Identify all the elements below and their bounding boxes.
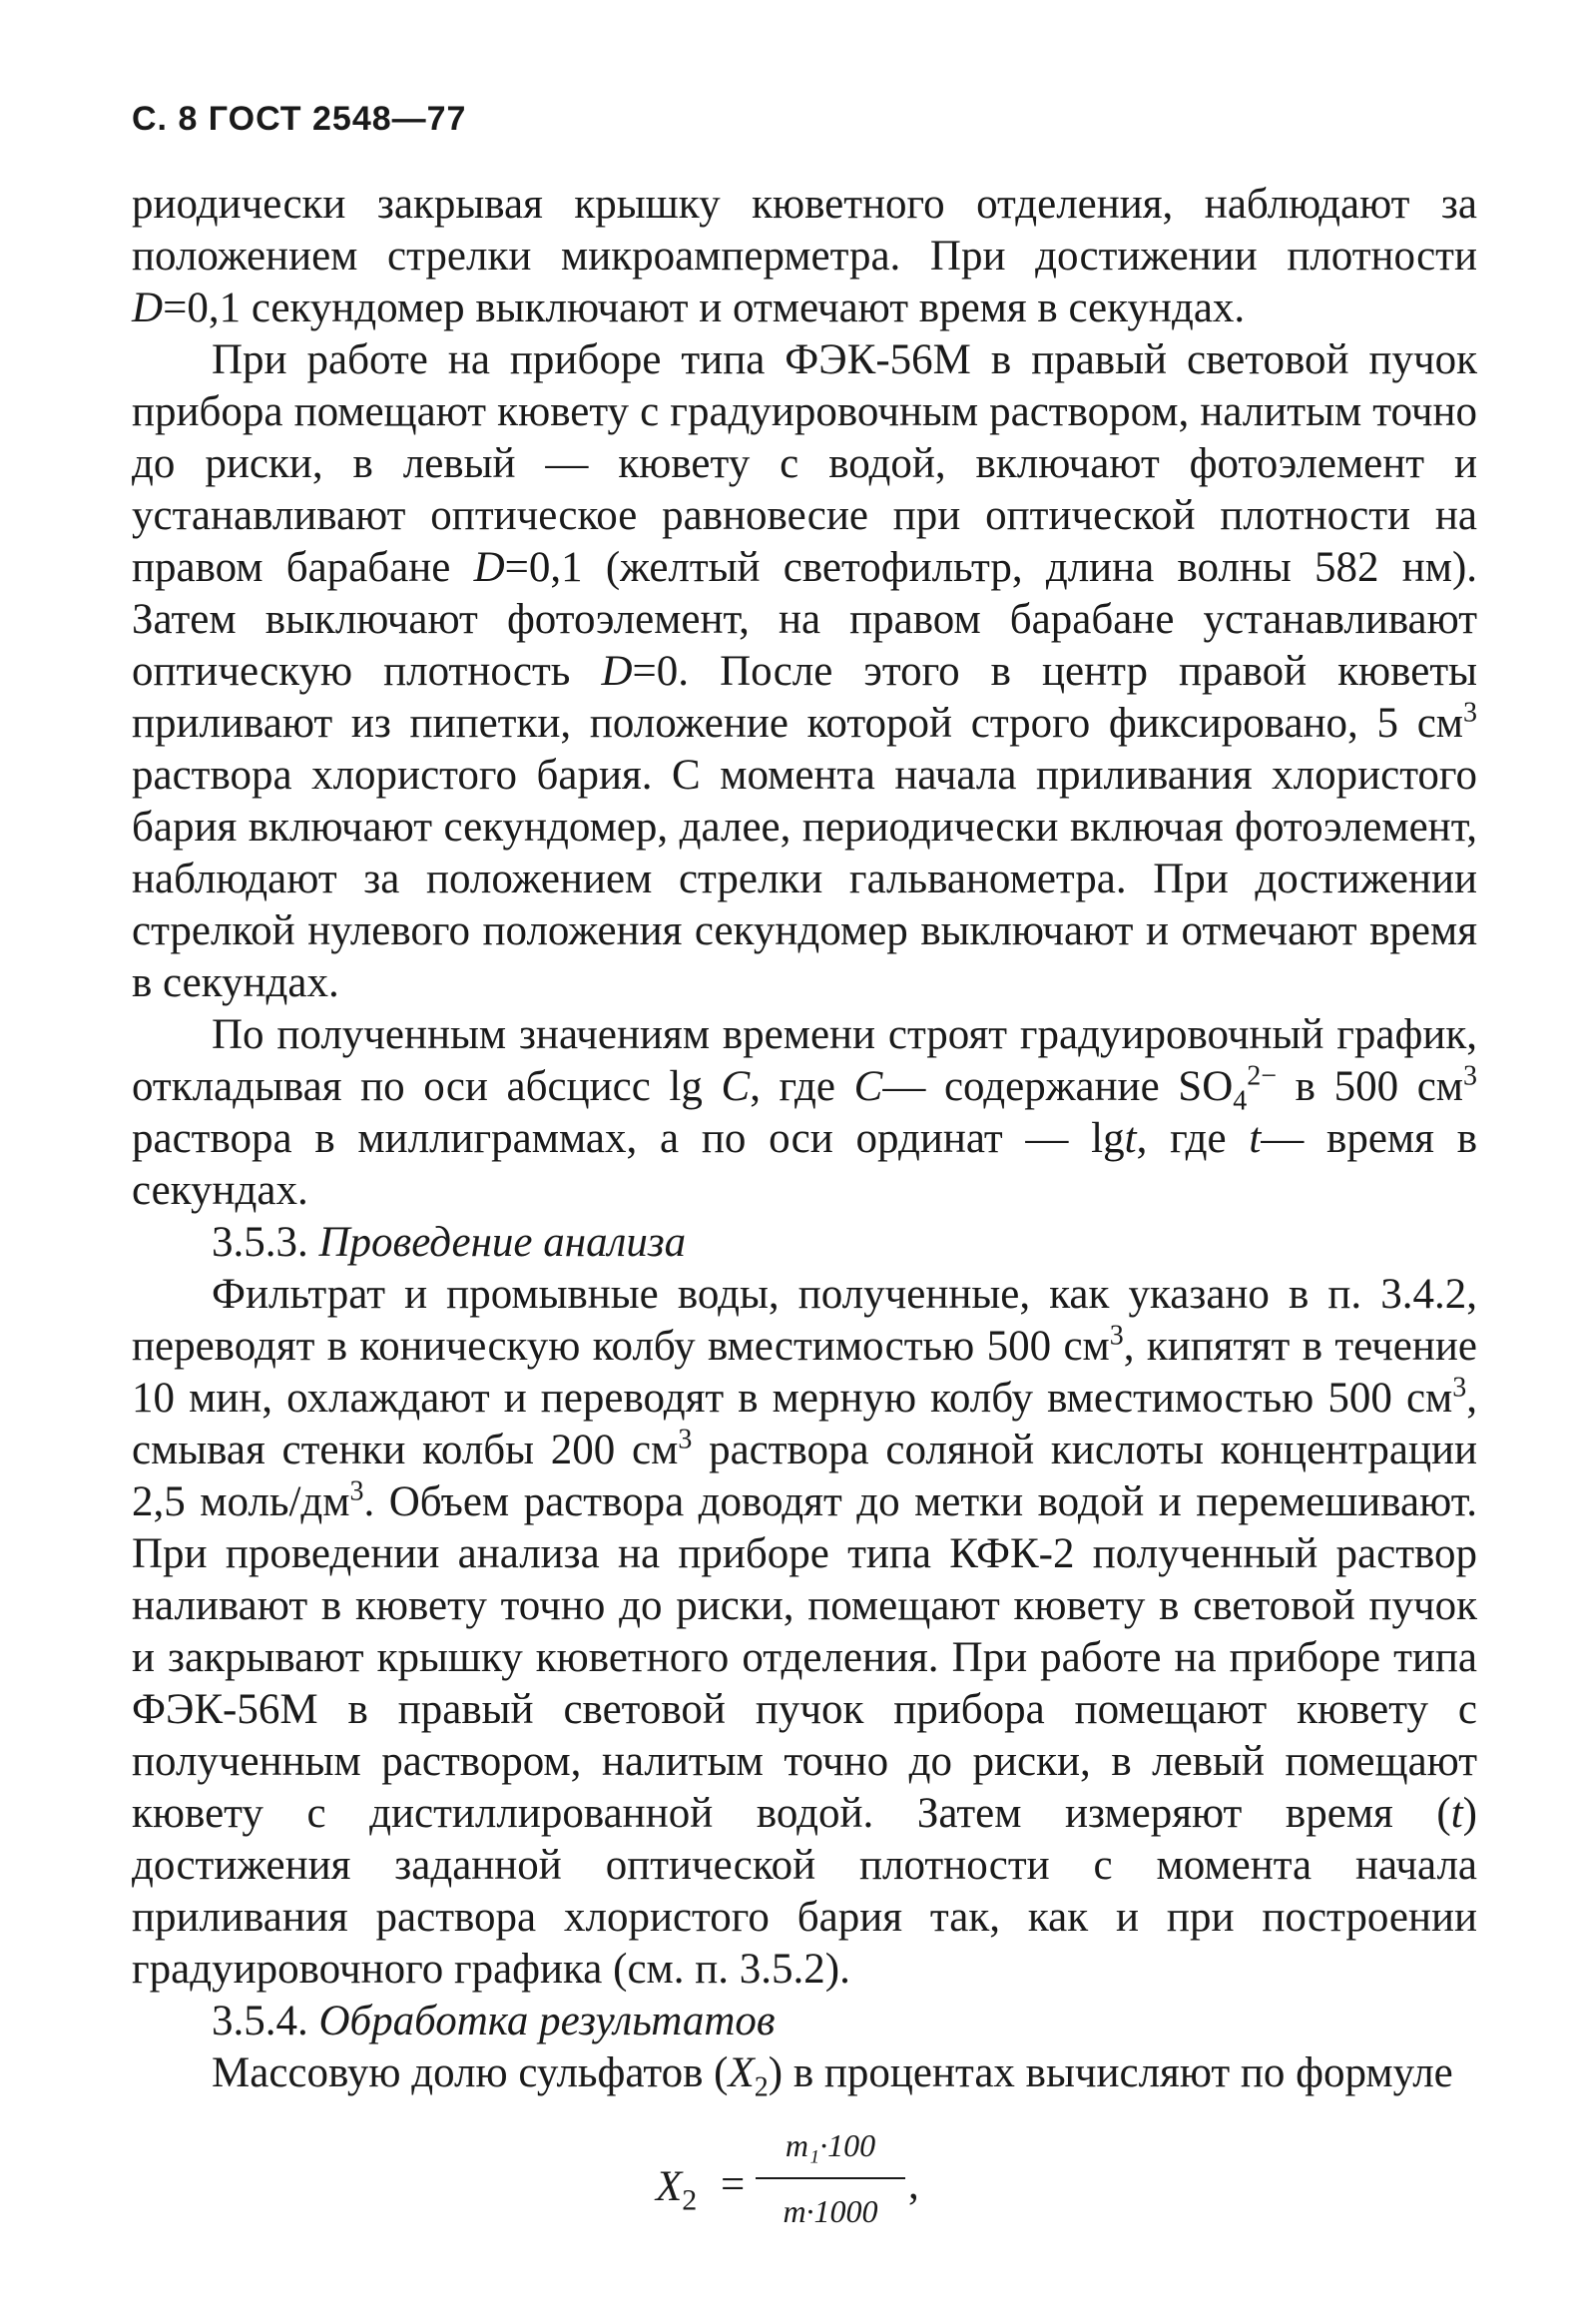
superscript: 2− xyxy=(1247,1060,1278,1092)
text-run: =0,1 (желтый светофильтр, длина волны 582 нм). Затем выключают фотоэлемент, на правом барабане устанавливают оптическую плотность xyxy=(132,544,1478,695)
paragraph-formula-intro xyxy=(132,2047,1477,2103)
text-run: . Объем раствора доводят до метки водой и перемешивают. При проведении анализа на приборе типа КФК-2 полученный раствор наливают в кювету точно до риски, помещают кювету в световой пучок и закрывают крышку кюветного отделения. При работе на приборе типа ФЭК-56М в правый световой пучок прибора помещают кювету с полученным раствором, налитым точно до риски, в левый помещают кювету с дистиллированной водой. Затем измеряют время ( xyxy=(132,1478,1477,1837)
text-run: Массовую долю сульфатов ( xyxy=(212,2049,729,2096)
text-run: По полученным значениям времени строят градуировочный график, откладывая по оси абсцисс lg xyxy=(132,1011,1477,1110)
text-run: раствора в миллиграммах, а по оси ординат — lg xyxy=(132,1115,1125,1162)
formula-x2 xyxy=(132,2119,1477,2269)
paragraph-fek56m xyxy=(132,334,1477,1009)
variable: C xyxy=(721,1063,751,1110)
variable: D xyxy=(601,648,633,695)
subscript: 4 xyxy=(1233,1085,1248,1117)
text-run: раствора соляной кислоты концентрации 2,5 моль/дм xyxy=(132,1427,1477,1525)
variable: X xyxy=(728,2049,755,2096)
section-number: 3.5.3. xyxy=(212,1219,308,1266)
text-run: ) достижения заданной оптической плотности с момента начала приливания раствора хлористого бария так, как и при построении градуировочного графика (см. п. 3.5.2). xyxy=(132,1790,1477,1993)
superscript: 3 xyxy=(1463,1060,1478,1092)
text-run: При работе на приборе типа ФЭК-56М в правый световой пучок прибора помещают кювету с градуировочным раствором, налитым точно до риски, в левый — кювету с водой, включают фотоэлемент и устанавливают оптическое равновесие при оптической плотности на правом барабане xyxy=(132,336,1477,591)
text-run: =0. После этого в центр правой кюветы приливают из пипетки, положение которой строго фиксировано, 5 см xyxy=(132,648,1478,747)
formula-equals: = xyxy=(721,2161,746,2208)
formula-fraction xyxy=(756,2119,905,2237)
section-title: Проведение анализа xyxy=(318,1219,687,1266)
section-title: Обработка результатов xyxy=(318,1998,776,2044)
variable: C xyxy=(853,1063,883,1110)
body-text xyxy=(132,179,1477,2269)
text-run: в 500 см xyxy=(1295,1063,1464,1110)
text-run: , где xyxy=(750,1063,836,1110)
text-run: , смывая стенки колбы 200 см xyxy=(132,1375,1477,1473)
superscript: 3 xyxy=(678,1424,693,1455)
variable: t xyxy=(1249,1115,1262,1162)
variable: D xyxy=(473,544,505,591)
formula-numerator: m₁·100 xyxy=(756,2119,905,2179)
formula-subscript: 2 xyxy=(682,2183,698,2217)
text-run: , кипятят в течение 10 мин, охлаждают и переводят в мерную колбу вместимостью 500 см xyxy=(132,1323,1478,1422)
text-run: — содержание SO xyxy=(882,1063,1234,1110)
formula-comma: , xyxy=(908,2161,919,2208)
section-heading-3-5-3 xyxy=(132,1217,1477,1269)
formula-denominator: m·1000 xyxy=(783,2193,878,2229)
formula-variable: X xyxy=(656,2163,683,2210)
text-run: — время в секундах. xyxy=(132,1115,1477,1214)
text-run: раствора хлористого бария. С момента начала приливания хлористого бария включают секундомер, далее, периодически включая фотоэлемент, наблюдают за положением стрелки гальванометра. При достижении стрелкой нулевого положения секундомер выключают и отмечают время в секундах. xyxy=(132,752,1477,1006)
superscript: 3 xyxy=(1463,697,1477,729)
section-heading-3-5-4 xyxy=(132,1996,1477,2047)
superscript: 3 xyxy=(1452,1372,1467,1404)
text-run: Фильтрат и промывные воды, полученные, как указано в п. 3.4.2, переводят в коническую колбу вместимостью 500 см xyxy=(132,1271,1477,1370)
text-run: ) в процентах вычисляют по формуле xyxy=(768,2049,1453,2096)
formula-lhs xyxy=(656,2161,698,2217)
paragraph-continuation xyxy=(132,179,1477,334)
superscript: 3 xyxy=(349,1475,364,1507)
variable: D xyxy=(132,285,164,331)
document-page xyxy=(132,100,1477,2269)
variable: t xyxy=(1450,1790,1463,1837)
superscript: 3 xyxy=(1109,1320,1124,1352)
running-head: С. 8 ГОСТ 2548—77 xyxy=(132,100,467,138)
paragraph-graph xyxy=(132,1009,1477,1217)
text-run: =0,1 секундомер выключают и отмечают время в секундах. xyxy=(163,285,1246,331)
text-run: , где xyxy=(1136,1115,1227,1162)
subscript: 2 xyxy=(754,2071,769,2103)
variable: t xyxy=(1124,1115,1137,1162)
text-run: риодически закрывая крышку кюветного отделения, наблюдают за положением стрелки микроамперметра. При достижении плотности xyxy=(132,181,1477,280)
paragraph-analysis xyxy=(132,1269,1477,1996)
section-number: 3.5.4. xyxy=(212,1998,308,2044)
